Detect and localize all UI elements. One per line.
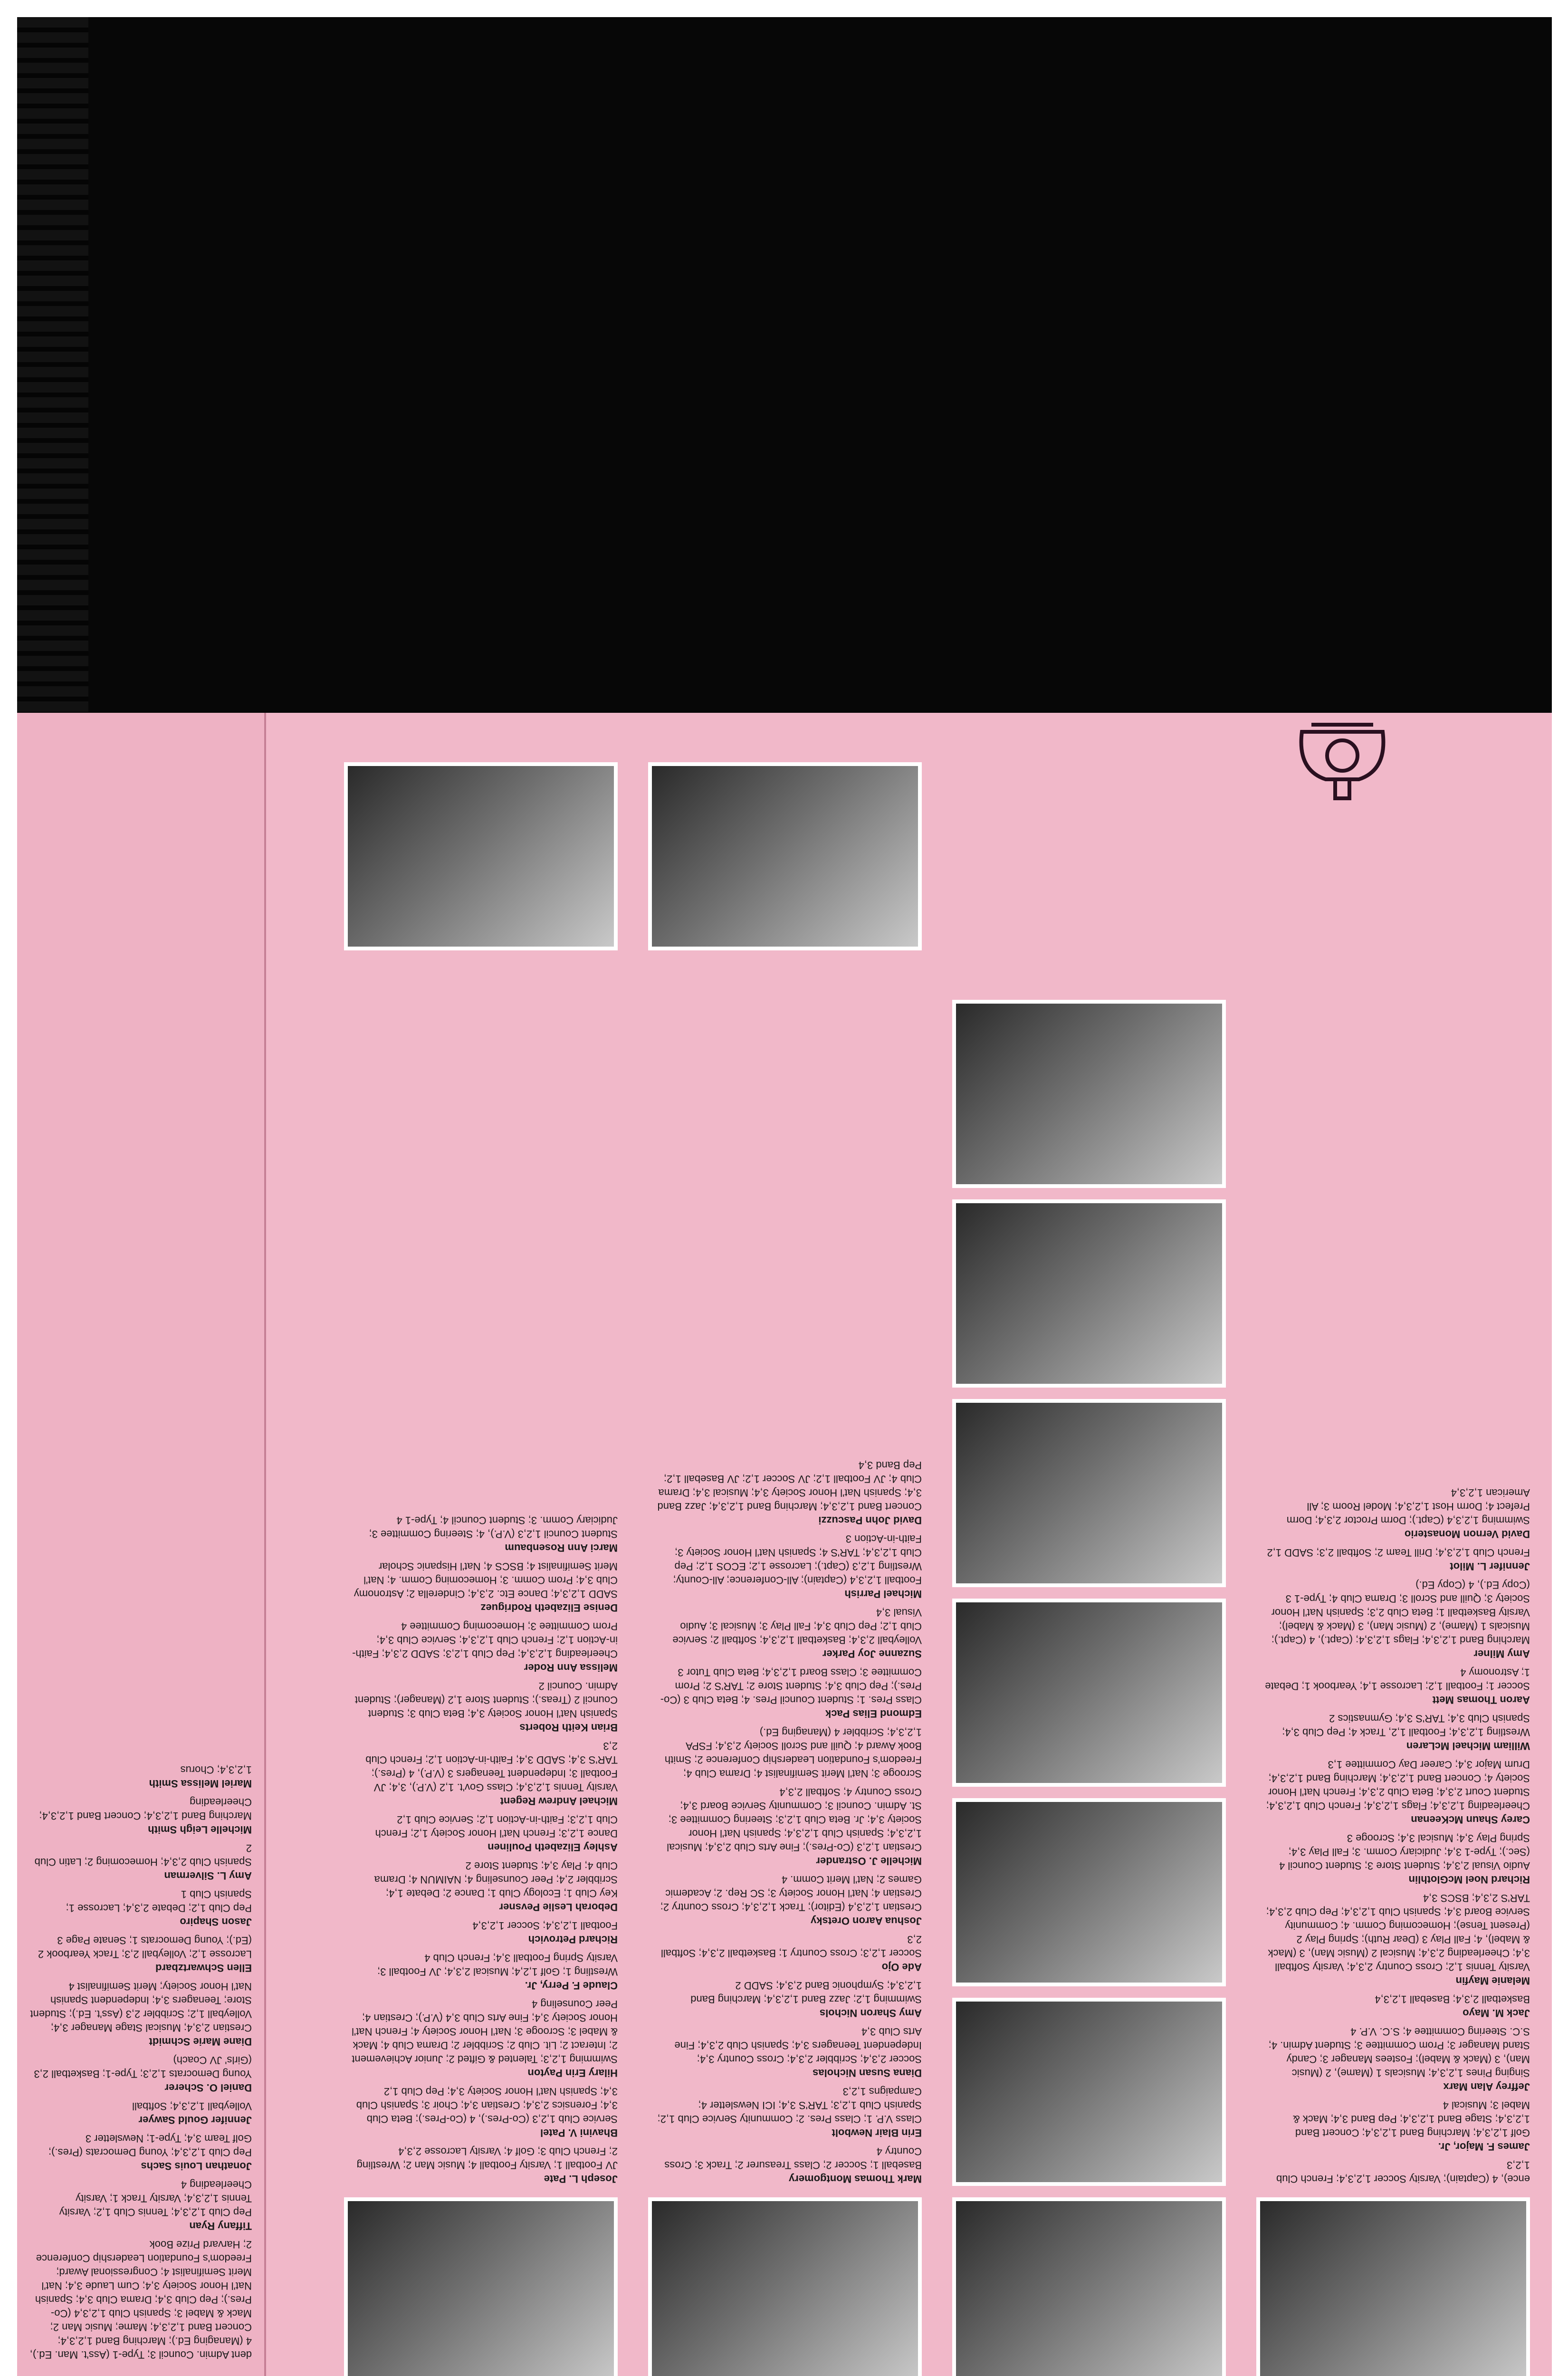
senior-details: Volleyball 2,3,4; Basketball 1,2,3,4; Softball 2; Service Club 1,2; Pep Club 3,4; Fall Play 3; Musical 3; Audio Visual 3,4 xyxy=(672,1607,922,1646)
senior-details: Spanish Club 2,3,4; Homecoming 2; Latin Club 2 xyxy=(34,1842,252,1868)
senior-entry xyxy=(1264,1546,1530,1573)
senior-details: Wrestling 1; Golf 1,2,4; Musical 2,3,4; JV Football 3; Varsity Spring Football 3,4; French Club 4 xyxy=(377,1952,618,1978)
senior-entry xyxy=(656,1532,922,1601)
senior-name: Bhavini V. Patel xyxy=(540,2127,618,2139)
rotated-facing-page xyxy=(19,836,257,2376)
senior-entry xyxy=(656,1785,922,1868)
senior-entry xyxy=(29,2238,252,2362)
senior-name: Michelle Leigh Smith xyxy=(148,1824,252,1836)
senior-entry xyxy=(352,1997,618,2080)
senior-details: Baseball 1; Soccer 2; Class Treasurer 2; Track 3; Cross Country 4 xyxy=(664,2146,922,2171)
senior-details: Wrestling 1,2,3,4; Football 1,2, Track 4; Pep Club 3,4; Spanish Club 3,4; TAR'S 3,4; Gymnastics 2 xyxy=(1282,1713,1530,1738)
senior-name: David John Pascuzzi xyxy=(818,1514,922,1526)
senior-details: Crestian 1,2,3 (Co-Pres.); Fine Arts Club 2,3,4; Musical 1,2,3,4; Spanish Club 1,2,3,4; Spanish Nat'l Honor Society 3,4; Jr. Beta Club 1,2,3; Steering Committee 3; St. Admin. Council 3; Community Service Board 3,4; Cross Country 4; Softball 2,3,4 xyxy=(667,1786,922,1853)
senior-details: French Club 1,2,3,4; Drill Team 2; Softball 2,3; SADD 1,2 xyxy=(1267,1547,1530,1559)
senior-details: Football 1,2,3,4; Soccer 1,2,3,4 xyxy=(472,1920,618,1932)
senior-entry xyxy=(352,1919,618,1946)
senior-details: Cheerleading 1,2,3,4; Flags 1,2,3,4; French Club 1,2,3,4; Student Court 2,3,4; Beta Club 2,3,4; French Nat'l Honor Society 4; Concert Band 1,2,3,4; Marching Band 1,2,3,4; Drum Major 3,4; Career Day Committee 1,3 xyxy=(1266,1759,1530,1812)
senior-name: Hilary Erin Payton xyxy=(527,2067,618,2079)
student-photo xyxy=(952,1998,1226,2186)
senior-details: Concert Band 1,2,3,4; Marching Band 1,2,3,4; Jazz Band 3,4; Spanish Nat'l Honor Society 3,4; Musical 3,4; Drama Club 4; JV Football 1,2; JV Soccer 1,2; JV Baseball 1,2; Pep Band 3,4 xyxy=(657,1459,922,1513)
senior-details: Basketball 2,3,4; Baseball 1,2,3,4 xyxy=(1375,1993,1530,2005)
senior-name: Jack M. Mayo xyxy=(1463,2007,1530,2019)
senior-details: Crestian 2,3,4; Musical Stage Manager 3,4; Volleyball 1,2; Scribbler 2,3 (Ass't. Ed.); Student Store; Teenagers 3,4; Independent Spanish Nat'l Honor Society; Merit Semifinalist 4 xyxy=(30,1981,252,2034)
senior-entry xyxy=(29,1795,252,1837)
senior-name: Denise Elizabeth Rodriguez xyxy=(480,1602,618,1614)
senior-entry xyxy=(656,1933,922,1974)
group-photo xyxy=(952,1000,1226,1188)
senior-name: Melanie Mayfin xyxy=(1455,1975,1530,1987)
senior-entry xyxy=(352,1813,618,1854)
senior-name: Aaron Thomas Mett xyxy=(1432,1694,1530,1706)
senior-name: Mark Thomas Montgomery xyxy=(789,2173,922,2185)
senior-entry xyxy=(1264,2158,1530,2186)
senior-name: Joshua Aaron Oretsky xyxy=(811,1915,922,1927)
student-photo xyxy=(952,1199,1226,1388)
column-1-text xyxy=(1264,1481,1530,2186)
senior-details: Swimming 1,2,3; Talented & Gifted 2; Junior Achievement 2; Interact 2; Lit. Club 2; Scribbler 2; Drama Club 4; Mack & Mabel 3; Scrooge 3; Nat'l Honor Society 4; French Nat'l Honor Society 3,4; Fine Arts Club 3,4 (V.P.); Crestian 4; Peer Counseling 4 xyxy=(352,1998,618,2065)
senior-entry xyxy=(1264,1666,1530,1707)
senior-entry xyxy=(1264,1831,1530,1887)
senior-details: Marching Band 1,2,3,4; Flags 1,2,3,4; (Capt.), 4 (Capt.); Musicals 1 (Mame), 2 (Music Man), 3 (Mack & Mabel); Varsity Basketball 1; Beta Club 2,3; Spanish Nat'l Honor Society 3; Quill and Scroll 3; Drama Club 4; Type-1 3 (Copy Ed.), 4 (Copy Ed.) xyxy=(1271,1579,1530,1646)
senior-entry xyxy=(1264,2025,1530,2094)
student-photo xyxy=(648,762,922,950)
senior-name: Deborah Leslie Pevsner xyxy=(499,1901,618,1913)
senior-name: Michael Parrish xyxy=(844,1588,922,1600)
student-photo xyxy=(344,2197,618,2376)
senior-entry xyxy=(1264,1993,1530,2020)
senior-details: Golf 1,2,3,4; Marching Band 1,2,3,4; Concert Band 1,2,3,4; Stage Band 1,2,3,4; Pep Band 3,4; Mack & Mabel 3; Musical 4 xyxy=(1292,2099,1530,2139)
senior-details: Marching Band 1,2,3,4; Concert Band 1,2,3,4; Cheerleading xyxy=(39,1796,252,1822)
senior-details: Class Pres. 1; Student Council Pres. 4; Beta Club 3 (Co-Pres.); Pep Club 3,4; Student Store 2; TAR'S 2; Prom Committee 3; Class Board 1,2,3,4; Beta Club Tutor 3 xyxy=(660,1667,922,1706)
senior-name: Ellen Schwartzbard xyxy=(155,1962,252,1974)
senior-entry xyxy=(1264,1578,1530,1661)
senior-name: Mariel Melissa Smith xyxy=(149,1778,252,1790)
senior-details: dent Admin. Council 3; Type-1 (Ass't. Man. Ed.), 4 (Managing Ed.); Marching Band 1,2,3,4; Concert Band 1,2,3,4; Mame; Music Man 2; Mack & Mabel 3; Spanish Club 1,2,3,4 (Co-Pres.); Pep Club 3,4; Drama Club 3,4; Spanish Nat'l Honor Society 3,4; Cum Laude 3,4; Nat'l Merit Semifinalist 4; Congressional Award; Freedom's Foundation Leadership Conference 2; Harvard Prize Book xyxy=(29,2239,252,2361)
senior-name: Jason Shapiro xyxy=(180,1916,252,1928)
senior-entry xyxy=(29,2132,252,2173)
senior-name: Melissa Ann Roder xyxy=(524,1662,618,1674)
senior-entry xyxy=(29,1763,252,1791)
dark-background-top xyxy=(17,17,1552,720)
senior-entry xyxy=(352,2145,618,2186)
senior-details: Cheerleading 1,2,3,4; Pep Club 1,2,3; SADD 2,3,4; Faith-in-Action 1,2; French Club 1,2,3,4; Service Club 3,4; Prom Committee 3; Homecoming Committee 4 xyxy=(352,1620,618,1660)
senior-name: Tiffany Ryan xyxy=(189,2220,252,2232)
senior-entry xyxy=(29,1841,252,1883)
senior-entry xyxy=(352,1560,618,1615)
senior-entry xyxy=(1264,1891,1530,1988)
senior-details: Young Democrats 1,2,3; Type-1; Basketball 2,3 (Girls' JV Coach) xyxy=(34,2054,252,2080)
senior-details: Swimming 1,2,3,4 (Capt.); Dorm Proctor 2,3,4; Dorm Prefect 4; Dorm Host 1,2,3,4; Model Room 3; All American 1,2,3,4 xyxy=(1286,1487,1530,1526)
senior-entry xyxy=(656,2085,922,2140)
senior-entry xyxy=(656,1725,922,1781)
senior-entry xyxy=(656,1606,922,1661)
senior-name: Diane Marie Schmidt xyxy=(149,2036,252,2048)
senior-details: Soccer 2,3,4; Scribbler 2,3,4; Cross Country 3,4; Independent Teenagers 3,4; Spanish Club 2,3,4; Fine Arts Club 3,4 xyxy=(674,2026,922,2065)
senior-entry xyxy=(656,1458,922,1527)
senior-entry xyxy=(352,1514,618,1555)
senior-details: Class V.P. 1; Class Pres. 2; Community Service Club 1,2; Spanish Club 1,2,3; TAR'S 3,4; ICI Newsletter 4; Campaigns 1,2,3 xyxy=(657,2086,922,2125)
senior-name: Marci Ann Rosenbaum xyxy=(505,1542,618,1554)
senior-entry xyxy=(352,1859,618,1914)
senior-details: Volleyball 1,2,3,4; Softball xyxy=(132,2100,252,2112)
senior-details: ence), 4 (Captain); Varsity Soccer 1,2,3,4; French Club 1,2,3 xyxy=(1276,2159,1530,2185)
student-photo xyxy=(952,1798,1226,1986)
senior-entry xyxy=(656,1979,922,2020)
group-photo xyxy=(1256,2197,1530,2376)
senior-entry xyxy=(29,1887,252,1929)
senior-entry xyxy=(29,2099,252,2127)
senior-name: Jeffrey Alan Marx xyxy=(1443,2081,1530,2093)
senior-name: David Vernon Monasterio xyxy=(1404,1528,1530,1540)
facing-page-text xyxy=(29,1758,252,2362)
senior-name: Suzanne Joy Parker xyxy=(822,1648,922,1660)
senior-details: Varsity Tennis 1,2,3,4; Class Gov't. 1,2 (V.P.), 3,4; JV Football 3; Independent Teenagers 3 (V.P.), 4 (Pres.); TAR'S 3,4; SADD 3,4; Faith-in-Action 1,2; French Club 2,3 xyxy=(365,1740,618,1793)
senior-details: Swimming 1,2; Jazz Band 1,2,3,4; Marching Band 1,2,3,4; Symphonic Band 2,3,4; SADD 2 xyxy=(690,1980,922,2005)
senior-name: William Michael McLaren xyxy=(1406,1740,1530,1752)
senior-details: SADD 1,2,3,4; Dance Etc. 2,3,4; Cinderella 2; Astronomy Club 3,4; Prom Comm. 3; Homecoming Comm. 4; Nat'l Merit Semifinalist 4; BSCS 4; Nat'l Hispanic Scholar xyxy=(354,1561,618,1600)
senior-name: James F. Major, Jr. xyxy=(1438,2141,1530,2153)
senior-details: Key Club 1; Ecology Club 1; Dance 2; Debate 1,4; Scribbler 2,4; Peer Counseling 4; NAIMUN 4; Drama Club 4; Play 3,4; Student Store 2 xyxy=(374,1860,618,1899)
senior-entry xyxy=(352,1619,618,1675)
senior-entry xyxy=(352,1739,618,1808)
senior-details: Spanish Nat'l Honor Society 3,4; Beta Club 3; Student Council 2 (Treas.); Student Store 1,2 (Manager); Student Admin. Council 2 xyxy=(354,1680,618,1720)
senior-name: Michelle J. Ostrander xyxy=(816,1855,922,1867)
senior-entry xyxy=(656,2025,922,2080)
student-photo xyxy=(648,2197,922,2376)
senior-name: Brian Keith Roberts xyxy=(519,1722,618,1734)
column-3-text xyxy=(352,1509,618,2186)
senior-details: Service Club 1,2,3 (Co-Pres.), 4 (Co-Pres.); Beta Club 3,4; Forensics 2,3,4; Crestian 3,4; Choir 3; Spanish Club 3,4; Spanish Nat'l Honor Society 3,4; Pep Club 1,2 xyxy=(356,2086,618,2125)
senior-details: Scrooge 3; Nat'l Merit Semifinalist 4; Drama Club 4; Freedom's Foundation Leadership Conference 2; Smith Book Award 4; Quill and Scroll Society 2,3,4; FSPA 1,2,3,4; Scribbler 4 (Managing Ed.) xyxy=(664,1726,922,1780)
senior-name: Richard Noel McGlothlin xyxy=(1408,1874,1530,1886)
scanner-edge xyxy=(17,17,88,720)
senior-entry xyxy=(29,2053,252,2095)
student-photo xyxy=(344,762,618,950)
senior-entry xyxy=(656,2145,922,2186)
senior-details: Dance 1,2,3; French Nat'l Honor Society 1,2; French Club 1,2,3; Faith-in-Action 1,2; Service Club 1,2 xyxy=(375,1814,618,1839)
senior-details: JV Football 1; Varsity Football 4; Music Man 2; Wrestling 2; French Club 3; Golf 4; Varsity Lacrosse 2,3,4 xyxy=(356,2146,618,2171)
senior-entry xyxy=(1264,2098,1530,2154)
senior-entry xyxy=(656,1873,922,1928)
senior-details: Pep Club 1,2,3,4; Tennis Club 1,2; Varsity Tennis 1,2,3,4; Varsity Track 1; Varsity Cheerleading 4 xyxy=(59,2179,252,2218)
senior-name: Erin Blair Newbolt xyxy=(832,2127,922,2139)
senior-name: Michael Andrew Regent xyxy=(500,1795,618,1807)
senior-name: Richard Petrovich xyxy=(528,1934,618,1945)
senior-entry xyxy=(656,1666,922,1721)
senior-details: Student Council 1,2,3 (V.P.), 4; Steering Committee 3; Judiciary Comm. 3; Student Council 4; Type-1 4 xyxy=(369,1514,618,1540)
senior-name: Jennifer Gould Sawyer xyxy=(138,2114,252,2126)
senior-details: 1,2,3,4; Chorus xyxy=(180,1764,252,1776)
senior-details: Crestian 1,2,3,4 (Editor); Track 1,2,3,4; Cross Country 2; Crestian 4; Nat'l Honor Society 3; SC Rep. 2; Academic Games 2; Nat'l Merit Comm. 4 xyxy=(660,1874,922,1913)
senior-entry xyxy=(29,1934,252,1975)
senior-entry xyxy=(352,2085,618,2140)
senior-name: Amy Milner xyxy=(1473,1648,1530,1660)
rotated-page-content xyxy=(271,741,1530,2376)
senior-name: Daniel O. Scherer xyxy=(164,2082,252,2094)
senior-name: Amy Sharon Nichols xyxy=(819,2007,922,2019)
senior-name: Jonathan Louis Sachs xyxy=(141,2160,252,2172)
senior-details: Lacrosse 1,2; Volleyball 2,3; Track Yearbook 2 (Ed.); Young Democrats 1; Senate Page 3 xyxy=(38,1935,252,1960)
senior-entry xyxy=(1264,1486,1530,1541)
student-photo xyxy=(952,1599,1226,1787)
senior-entry xyxy=(29,1980,252,2049)
senior-entry xyxy=(29,2178,252,2233)
senior-entry xyxy=(1264,1758,1530,1827)
senior-name: Claude F. Perry, Jr. xyxy=(525,1980,618,1992)
senior-details: Soccer 1,2,3; Cross Country 1; Basketball 2,3,4; Softball 2,3 xyxy=(660,1934,922,1959)
senior-details: Singing Pines 1,2,3,4; Musicals 1 (Mame), 2 (Music Man), 3 (Mack & Mabel); Fostees Manager 3; Candy Stand Manager 3; Prom Committee 3; Student Admin. 4; S.C. Steering Committee 4; S.C. V.P. 4 xyxy=(1268,2026,1530,2079)
senior-name: Carey Shaun McKeenan xyxy=(1411,1814,1530,1826)
senior-entry xyxy=(352,1951,618,1993)
senior-name: Ade Ojo xyxy=(881,1961,922,1973)
senior-name: Jennifer L. Milot xyxy=(1450,1561,1530,1572)
senior-name: Amy L. Silverman xyxy=(164,1870,252,1882)
student-photo xyxy=(952,2197,1226,2376)
senior-name: Edmond Elias Pack xyxy=(825,1708,922,1720)
senior-details: Soccer 1; Football 1,2; Lacrosse 1,4; Yearbook 1; Debate 1; Astronomy 4 xyxy=(1265,1667,1530,1692)
senior-name: Ashley Elizabeth Poulinen xyxy=(488,1841,618,1853)
senior-details: Football 1,2,3,4 (Captain); All-Conference; All-County; Wrestling 1,2,3 (Capt.); Lacrosse 1,2; ECOS 1,2; Pep Club 1,2,3,4; TAR'S 4; Spanish Nat'l Honor Society 3; Faith-in-Action 3 xyxy=(673,1533,922,1586)
student-photo xyxy=(952,1399,1226,1587)
senior-entry xyxy=(352,1679,618,1734)
senior-details: Audio Visual 2,3,4; Student Store 3; Student Council 4 (Sec.); Type-1 3,4; Judiciary Comm. 3; Fall Play 3,4; Spring Play 3,4; Musical 3,4; Scrooge 3 xyxy=(1279,1832,1530,1872)
column-2-text xyxy=(656,1454,922,2186)
senior-name: Diana Susan Nicholas xyxy=(813,2067,922,2079)
senior-name: Joseph L. Pate xyxy=(544,2173,618,2185)
senior-details: Pep Club 1,2; Debate 2,3,4; Lacrosse 1; Spanish Club 1 xyxy=(66,1888,252,1914)
senior-details: Varsity Tennis 1,2; Cross Country 2,3,4; Varsity Softball 3,4; Cheerleading 2,3,4; Musical 2 (Music Man), 3 (Mack & Mabel), 4; Fall Play 3 (Dear Ruth); Spring Play 2 (Present Tense); Homecoming Comm. 4; Community Service Board 3,4; Spanish Club 1,2,3,4; Pep Club 2,3,4; TAR'S 2,3,4; BSCS 3,4 xyxy=(1266,1892,1530,1973)
senior-entry xyxy=(1264,1712,1530,1753)
senior-details: Pep Club 1,2,3,4; Young Democrats (Pres.); Golf Team 3,4; Type-1; Newsletter 3 xyxy=(48,2133,252,2158)
